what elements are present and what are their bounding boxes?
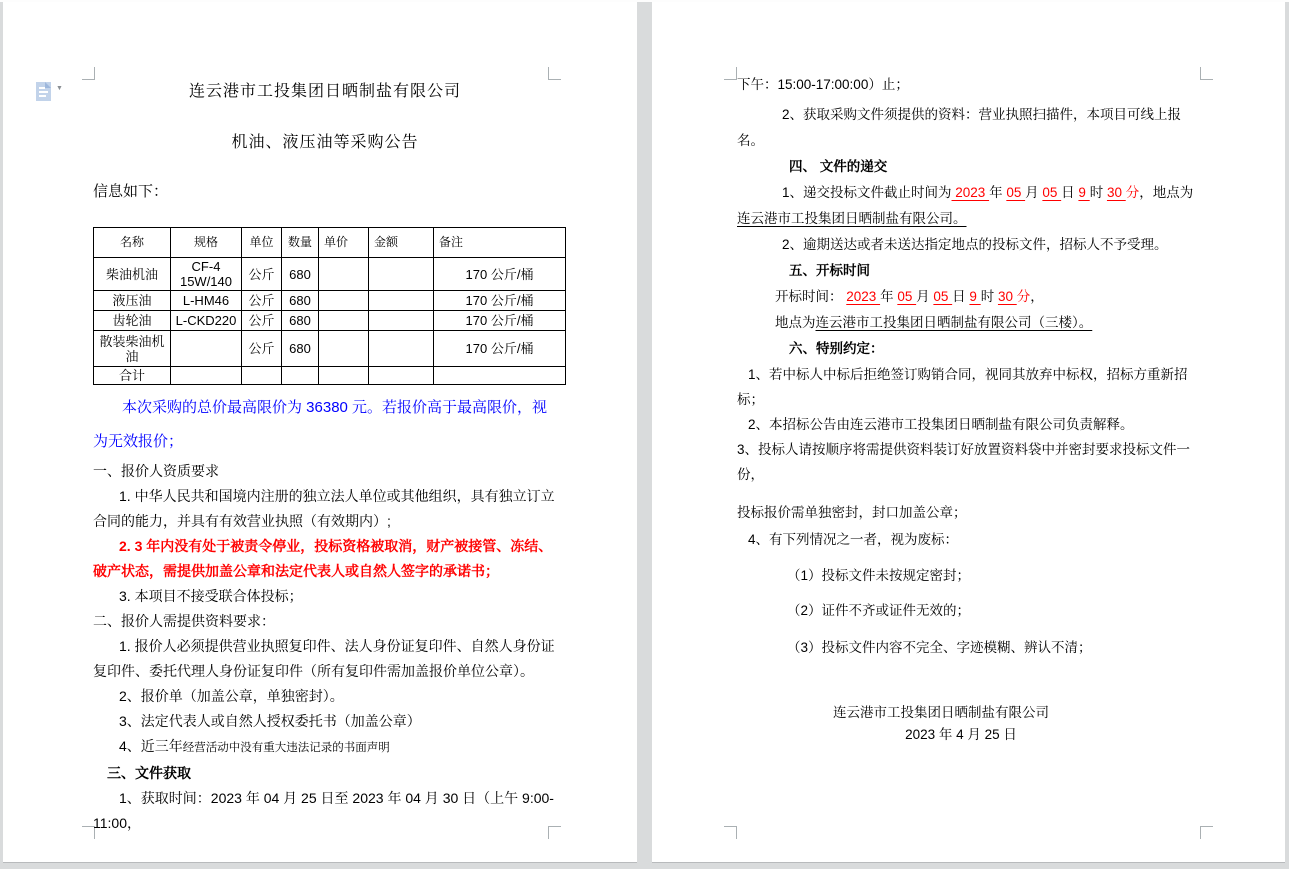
time-continuation-line: 下午：15:00-17:00:00）止； [737, 77, 909, 92]
open-hour-value: 9 [969, 289, 981, 304]
cell-remark: 170 公斤/桶 [434, 258, 566, 291]
table-row [94, 311, 566, 331]
signature-company: 连云港市工投集团日晒制盐有限公司 [833, 705, 1049, 720]
cell-remark: 170 公斤/桶 [434, 331, 566, 367]
open-time-line [737, 284, 1201, 310]
section2-item4-prefix: 4、近三年 [119, 738, 183, 754]
col-header-unit-price: 单价 [319, 228, 369, 258]
section3-item1: 1、获取时间：2023 年 04 月 25 日至 2023 年 04 月 30 日（上午 9:00-11:00， [93, 790, 554, 831]
margin-crop-mark [1200, 826, 1213, 839]
void-condition-3: （3）投标文件内容不完全、字迹模糊、辨认不清； [787, 640, 1092, 655]
cell-price [319, 258, 369, 291]
cell-price [319, 291, 369, 311]
open-day-value: 05 [933, 289, 953, 304]
open-place-label: 地点为 [775, 315, 816, 330]
dropdown-arrow-icon[interactable]: ▼ [56, 85, 63, 92]
open-place-value: 连云港市工投集团日晒制盐有限公司（三楼）。 [815, 315, 1093, 330]
deadline-place-label: ，地点为 [1139, 185, 1194, 200]
cell-amount [369, 291, 434, 311]
section2-item4-statement: 经营活动中没有重大违法记录的书面声明 [182, 742, 390, 754]
open-minute-unit: 分 [1016, 289, 1031, 304]
open-time-label: 开标时间： [775, 289, 847, 304]
cell-name: 合计 [94, 367, 171, 385]
cell-name: 液压油 [94, 291, 171, 311]
paste-icon [36, 82, 51, 101]
deadline-label: 1、递交投标文件截止时间为 [782, 185, 952, 200]
col-header-qty: 数量 [282, 228, 319, 258]
deadline-day-value: 05 [1042, 185, 1062, 200]
cell-name: 散装柴油机油 [94, 331, 171, 367]
cell-remark [434, 367, 566, 385]
col-header-remark: 备注 [434, 228, 566, 258]
deadline-year-unit: 年 [989, 185, 1007, 200]
cell-price [319, 331, 369, 367]
deadline-month-value: 05 [1006, 185, 1026, 200]
cell-price [319, 367, 369, 385]
section2-item4 [93, 734, 557, 761]
section6-item1: 1、若中标人中标后拒绝签订购销合同，视同其放弃中标权，招标方重新招标； [737, 367, 1188, 407]
cell-remark: 170 公斤/桶 [434, 311, 566, 331]
cell-qty [282, 367, 319, 385]
cell-spec [171, 367, 242, 385]
deadline-place-value: 连云港市工投集团日晒制盐有限公司。 [737, 211, 967, 226]
section1-heading: 一、报价人资质要求 [93, 463, 219, 479]
section4-item2: 2、逾期送达或者未送达指定地点的投标文件，招标人不予受理。 [782, 237, 1168, 252]
cell-spec [171, 331, 242, 367]
open-month-value: 05 [897, 289, 917, 304]
deadline-minute-value: 30 [1106, 185, 1126, 200]
section2-item2: 2、报价单（加盖公章，单独密封）。 [119, 688, 344, 704]
col-header-unit: 单位 [242, 228, 282, 258]
cell-name: 柴油机油 [94, 258, 171, 291]
margin-crop-mark [724, 67, 737, 80]
col-header-amount: 金额 [369, 228, 434, 258]
signature-date: 2023 年 4 月 25 日 [905, 727, 1017, 742]
cell-price [319, 311, 369, 331]
section1-item2-warning: 2. 3 年内没有处于被责令停业，投标资格被取消，财产被接管、冻结、破产状态，需提供加盖公章和法定代表人或自然人签字的承诺书； [93, 538, 553, 579]
section2-item1: 1. 报价人必须提供营业执照复印件、法人身份证复印件、自然人身份证复印件、委托代理人身份证复印件（所有复印件需加盖报价单位公章）。 [93, 638, 555, 679]
cell-amount [369, 331, 434, 367]
col-header-spec: 规格 [171, 228, 242, 258]
section2-heading: 二、报价人需提供资料要求： [93, 613, 275, 629]
cell-spec: L-CKD220 [171, 311, 242, 331]
void-condition-1: （1）投标文件未按规定密封； [787, 568, 971, 583]
section5-heading: 五、开标时间 [789, 263, 870, 278]
procurement-table [93, 227, 566, 385]
deadline-hour-value: 9 [1078, 185, 1090, 200]
section1-item3: 3. 本项目不接受联合体投标； [119, 588, 303, 604]
cell-unit: 公斤 [242, 331, 282, 367]
deadline-month-unit: 月 [1025, 185, 1043, 200]
section6-item2: 2、本招标公告由连云港市工投集团日晒制盐有限公司负责解释。 [748, 417, 1134, 432]
section6-item3-cont: 投标报价需单独密封，封口加盖公章； [737, 505, 967, 520]
paste-options-button[interactable] [36, 82, 68, 104]
col-header-name: 名称 [94, 228, 171, 258]
margin-crop-mark [724, 826, 737, 839]
section6-heading: 六、特别约定： [789, 341, 884, 356]
cell-amount [369, 258, 434, 291]
deadline-hour-unit: 时 [1089, 185, 1107, 200]
cell-qty: 680 [282, 291, 319, 311]
intro-line: 信息如下： [93, 183, 169, 200]
deadline-year-value: 2023 [951, 185, 990, 200]
cell-name: 齿轮油 [94, 311, 171, 331]
margin-crop-mark [1200, 67, 1213, 80]
section4-heading: 四、 文件的递交 [789, 159, 888, 174]
max-price-notice: 本次采购的总价最高限价为 36380 元。若报价高于最高限价，视为无效报价； [93, 399, 548, 450]
table-row [94, 291, 566, 311]
section4-item1 [737, 180, 1201, 232]
open-minute-value: 30 [997, 289, 1017, 304]
section1-item1: 1. 中华人民共和国境内注册的独立法人单位或其他组织，具有独立订立合同的能力，并具有有效营业执照（有效期内）; [93, 488, 555, 529]
open-hour-unit: 时 [980, 289, 998, 304]
cell-unit: 公斤 [242, 311, 282, 331]
cell-qty: 680 [282, 331, 319, 367]
open-month-unit: 月 [916, 289, 934, 304]
table-row [94, 331, 566, 367]
cell-amount [369, 311, 434, 331]
section2-item3: 3、法定代表人或自然人授权委托书（加盖公章） [119, 713, 421, 729]
doc-title: 连云港市工投集团日晒制盐有限公司 [188, 83, 461, 100]
page-1[interactable] [3, 2, 637, 862]
section6-item3: 3、投标人请按顺序将需提供资料装订好放置资料袋中并密封要求投标文件一份， [737, 442, 1191, 482]
cell-unit: 公斤 [242, 258, 282, 291]
cell-amount [369, 367, 434, 385]
cell-qty: 680 [282, 258, 319, 291]
open-year-value: 2023 [846, 289, 881, 304]
open-year-unit: 年 [880, 289, 898, 304]
open-day-unit: 日 [952, 289, 970, 304]
cell-unit [242, 367, 282, 385]
open-time-comma: ， [1030, 289, 1044, 304]
deadline-day-unit: 日 [1061, 185, 1079, 200]
cell-unit: 公斤 [242, 291, 282, 311]
table-row [94, 258, 566, 291]
table-row-total [94, 367, 566, 385]
cell-qty: 680 [282, 311, 319, 331]
void-condition-2: （2）证件不齐或证件无效的； [787, 603, 971, 618]
section6-item4: 4、有下列情况之一者，视为废标： [748, 532, 959, 547]
table-header-row [94, 228, 566, 258]
open-place-line [737, 310, 1201, 336]
doc-subtitle: 机油、液压油等采购公告 [231, 134, 419, 151]
section3-heading: 三、文件获取 [107, 765, 191, 781]
deadline-minute-unit: 分 [1125, 185, 1140, 200]
cell-spec: L-HM46 [171, 291, 242, 311]
cell-spec: CF-4 15W/140 [171, 258, 242, 291]
section3-item2: 2、获取采购文件须提供的资料：营业执照扫描件，本项目可线上报名。 [737, 107, 1182, 148]
page-2[interactable] [652, 2, 1285, 862]
cell-remark: 170 公斤/桶 [434, 291, 566, 311]
